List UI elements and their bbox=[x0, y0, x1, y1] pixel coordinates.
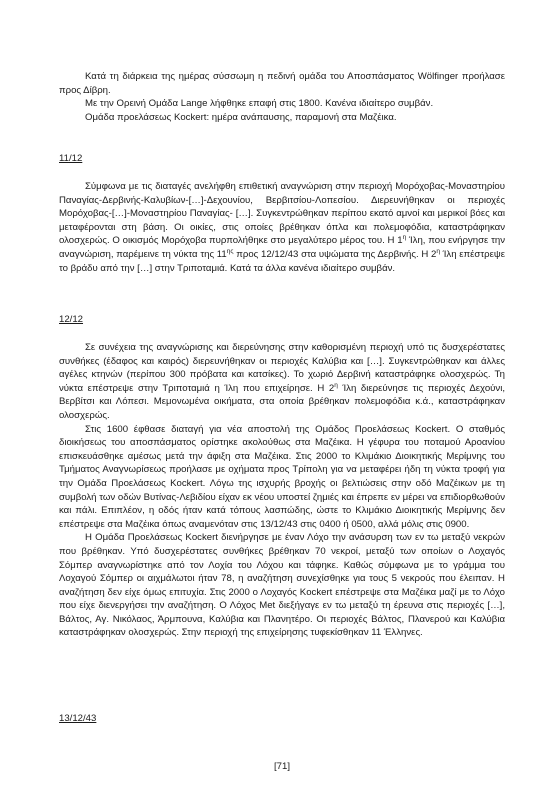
document-page bbox=[59, 0, 505, 800]
paragraph-wolfinger: Κατά τη διάρκεια της ημέρας σύσσωμη η πεδινή ομάδα του Αποσπάσματος Wölfinger προήλασε προς Δίβρη. bbox=[59, 71, 505, 96]
page-number: [71] bbox=[273, 761, 290, 772]
section-11-12-body bbox=[59, 180, 505, 275]
paragraph-12-12-orders: Στις 1600 έφθασε διαταγή για νέα αποστολή της Ομάδος Προελάσεως Kockert. Ο σταθμός διοικήσεως του αποσπάσματος ορίστηκε ακολούθως στα Μαζέικα. Η γέφυρα του ποταμού Αροανίου επισκευάσθηκε αμέσως μετά την άφιξη στα Μαζέικα. Στις 2000 το Κλιμάκιο Διοικητικής Μερίμνης του Τμήματος Αναγνωρίσεως προήλασε με οχήματα προς Τρίπολη για να μεταφέρει ήδη τη νύκτα τροφή για την Ομάδα Προελάσεως Kockert. Λόγω της ισχυρής βροχής οι βελτιώσεις στην οδό Μαζέικων με τη συμβολή των οδών Βυτίνας-Λεβιδίου είχαν εκ νέου υποστεί ζημιές και έπρεπε εν μέρει να επιδιορθωθούν και πάλι. Επιπλέον, η οδός ήταν κατά τόπους λασπώδης, ώστε το Κλιμάκιο Διοικητικής Μερίμνης δεν επέστρεψε στα Μαζέικα όπως αναμενόταν στις 13/12/43 στις 0400 ή 0500, αλλά μόλις στις 0900. bbox=[59, 423, 505, 530]
paragraph-kockert-rest: Ομάδα προελάσεως Kockert: ημέρα ανάπαυσης, παραμονή στα Μαζέικα. bbox=[85, 111, 397, 123]
section-13-12-43 bbox=[59, 712, 505, 726]
paragraph-lange: Με την Ορεινή Ομάδα Lange λήφθηκε επαφή στις 1800. Κανένα ιδιαίτερο συμβάν. bbox=[85, 98, 434, 110]
section-date-13-12-43: 13/12/43 bbox=[59, 713, 97, 724]
paragraph-12-12-reconnaissance: Σε συνέχεια της αναγνώρισης και διερεύνησης στην καθορισμένη περιοχή υπό τις δυσχερέστατες συνθήκες (έδαφος και καιρός) διερευνήθηκαν οι περιοχές Καλύβια και […]. Συγκεντρώθηκαν και άλλες αγέλες κτηνών (περίπου 300 πρόβατα και κατσίκες). Το χωριό Δερβινή καταστράφηκε ολοσχερώς. Τη νύκτα επέστρεψε στην Τριποταμιά η Ίλη που επιχείρησε. Η $2^\eta$ Ίλη διερεύνησε τις περιοχές Δεχούνι, Βερβίτσι και Λόπεσι. Μεμονωμένα οικήματα, στα οποία βρέθηκαν πολεμοφόδια κ.ά., καταστράφηκαν ολοσχερώς. bbox=[59, 342, 505, 421]
paragraph-12-12-recovery: Η Ομάδα Προελάσεως Kockert διενήργησε με έναν Λόχο την ανάσυρση των εν τω μεταξύ νεκρών που βρέθηκαν. Υπό δυσχερέστατες συνθήκες βρέθηκαν 70 νεκροί, μεταξύ των οποίων ο Λοχαγός Σόμπερ αναγνωρίστηκε από τον Λοχία του Λόχου και τάφηκε. Καθώς σύμφωνα με το γράμμα του Λοχαγού Σόμπερ οι αιχμάλωτοι ήταν 78, η αναζήτηση συνεχίσθηκε για τους 5 νεκρούς που έλειπαν. Η αναζήτηση δεν είχε όμως επιτυχία. Στις 2000 ο Λοχαγός Kockert επέστρεψε στα Μαζέικα μαζί με το Λόχο που είχε διενεργήσει την αναζήτηση. Ο Λόχος Met διεξήγαγε εν τω μεταξύ τη έρευνα στις περιοχές […], Βάλτος, Αγ. Νικόλαος, Άρμπουνα, Καλύβια και Πλανητέρο. Οι περιοχές Βάλτος, Πλανερού και Καλύβια καταστράφηκαν ολοσχερώς. Στην περιοχή της επιχείρησης τυφεκίσθηκαν 11 Έλληνες. bbox=[59, 532, 505, 639]
section-11-12 bbox=[59, 152, 505, 166]
section-date-11-12: 11/12 bbox=[59, 153, 83, 164]
intro-block bbox=[59, 70, 505, 124]
section-12-12-body bbox=[59, 341, 505, 640]
section-date-12-12: 12/12 bbox=[59, 314, 84, 325]
section-12-12 bbox=[59, 313, 505, 327]
paragraph-11-12: Σύμφωνα με τις διαταγές ανελήφθη επιθετική αναγνώριση στην περιοχή Μορόχοβας-Μοναστηρίου Παναγίας-Δερβινής-Καλυβίων-[…]-Δεχουνίου, Βερβιτσίου-Λοπεσίου. Διερευνήθηκαν οι περιοχές Μορόχοβας-[…]-Μοναστηρίου Παναγίας- […]. Συγκεντρώθηκαν περίπου εκατό αμνοί και μερικοί βόες και μεταφέρονται στη βάση. Οι οικίες, στις οποίες βρέθηκαν όπλα και πολεμοφόδια, καταστράφηκαν ολοσχερώς. Ο οικισμός Μορόχοβα πυρπολήθηκε στο μεγαλύτερο μέρος του. Η $1^\eta$ Ίλη, που ενήργησε την αναγνώριση, παρέμεινε τη νύκτα της $11^{\eta\varsigma}$ προς 12/12/43 στα υψώματα της Δερβινής. Η $2^\eta$ Ίλη επέστρεψε το βράδυ από την […] στην Τριποταμιά. Κατά τα άλλα κανένα ιδιαίτερο συμβάν. bbox=[59, 181, 506, 274]
